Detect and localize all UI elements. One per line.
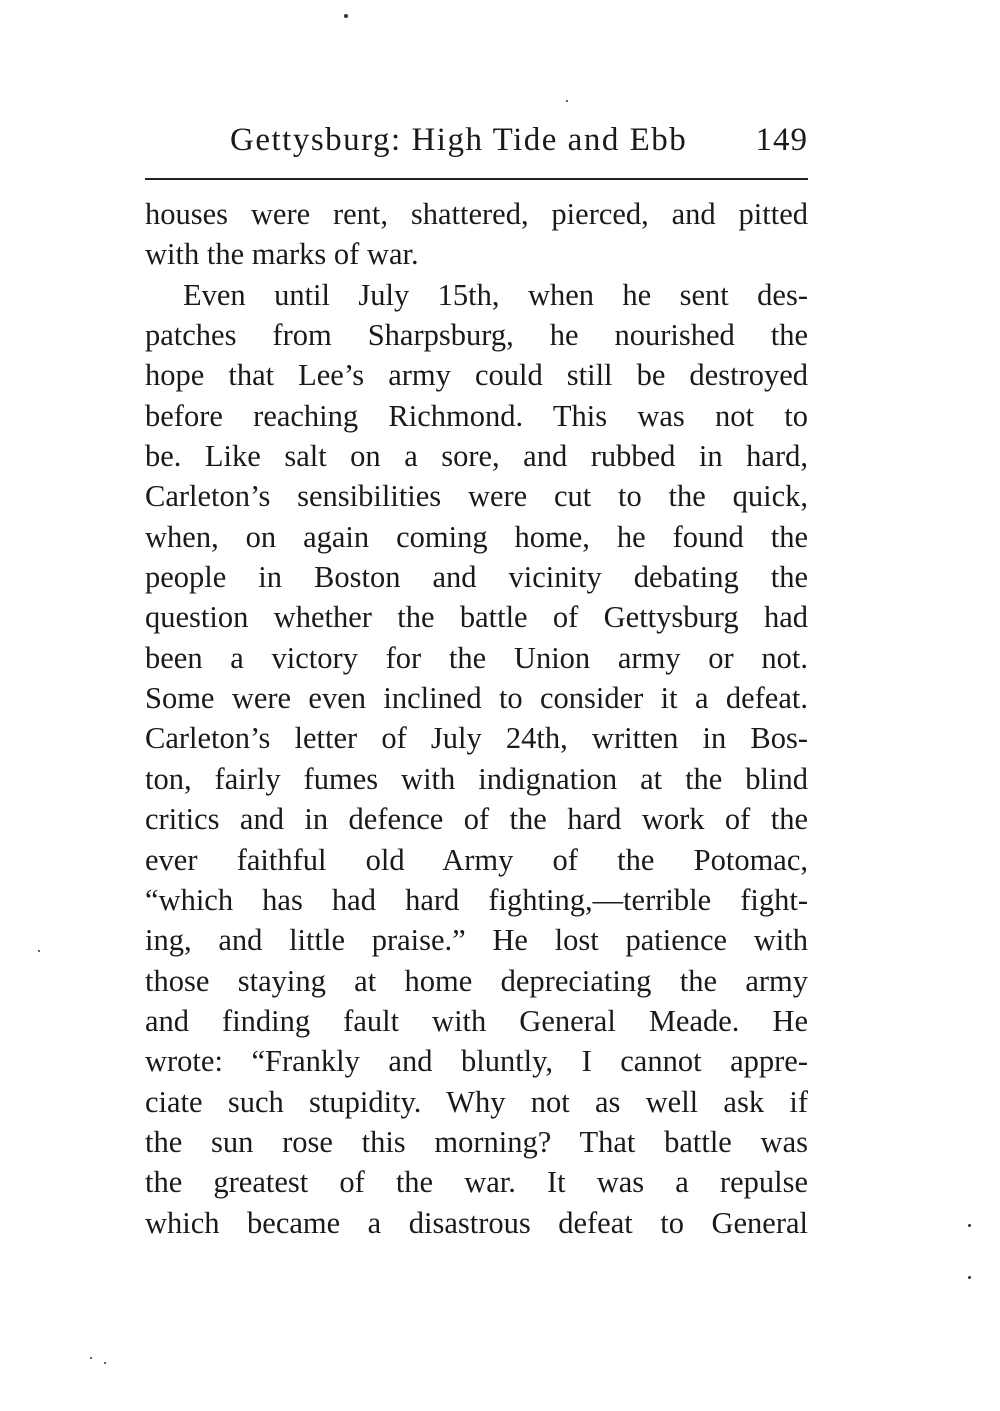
- text-line: “which has had hard fighting,—terrible fight-: [145, 882, 808, 917]
- text-line: which became a disastrous defeat to General: [145, 1205, 808, 1240]
- text-line: Carleton’s letter of July 24th, written in Bos-: [145, 721, 808, 756]
- text-line: critics and in defence of the hard work of the: [145, 802, 808, 837]
- text-line: those staying at home depreciating the army: [145, 963, 808, 998]
- text-line: when, on again coming home, he found the: [145, 519, 808, 554]
- text-line: ever faithful old Army of the Potomac,: [145, 842, 808, 877]
- running-title: Gettysburg: High Tide and Ebb: [230, 122, 688, 158]
- text-line: Some were even inclined to consider it a defeat.: [145, 681, 808, 716]
- text-line: Even until July 15th, when he sent des-: [183, 277, 808, 312]
- scan-speck: [90, 1357, 92, 1359]
- text-line: the greatest of the war. It was a repulse: [145, 1165, 808, 1200]
- page-number: 149: [755, 122, 808, 158]
- scan-speck: [38, 950, 40, 952]
- scan-speck: [968, 1224, 971, 1227]
- text-line: wrote: “Frankly and bluntly, I cannot appre-: [145, 1044, 808, 1079]
- text-line: before reaching Richmond. This was not to: [145, 398, 808, 433]
- scan-speck: [344, 14, 348, 18]
- text-line: with the marks of war.: [145, 237, 419, 272]
- text-line: ciate such stupidity. Why not as well ask if: [145, 1084, 808, 1119]
- scan-speck: [566, 100, 568, 102]
- scan-speck: [104, 1362, 106, 1364]
- text-line: houses were rent, shattered, pierced, and pitted: [145, 197, 808, 231]
- text-line: patches from Sharpsburg, he nourished the: [145, 318, 808, 353]
- text-line: ton, fairly fumes with indignation at the blind: [145, 761, 808, 796]
- text-line: and finding fault with General Meade. He: [145, 1003, 808, 1038]
- text-line: be. Like salt on a sore, and rubbed in hard,: [145, 439, 808, 474]
- header-rule: [145, 178, 808, 180]
- text-line: Carleton’s sensibilities were cut to the quick,: [145, 479, 808, 514]
- text-line: people in Boston and vicinity debating the: [145, 560, 808, 595]
- body-text: [145, 194, 808, 1243]
- text-line: hope that Lee’s army could still be destroyed: [145, 358, 808, 393]
- running-head: [145, 120, 808, 170]
- scan-speck: [968, 1276, 971, 1279]
- text-line: the sun rose this morning? That battle was: [145, 1124, 808, 1159]
- text-line: question whether the battle of Gettysburg had: [145, 600, 808, 635]
- text-line: ing, and little praise.” He lost patience with: [145, 923, 808, 958]
- text-line: been a victory for the Union army or not.: [145, 640, 808, 675]
